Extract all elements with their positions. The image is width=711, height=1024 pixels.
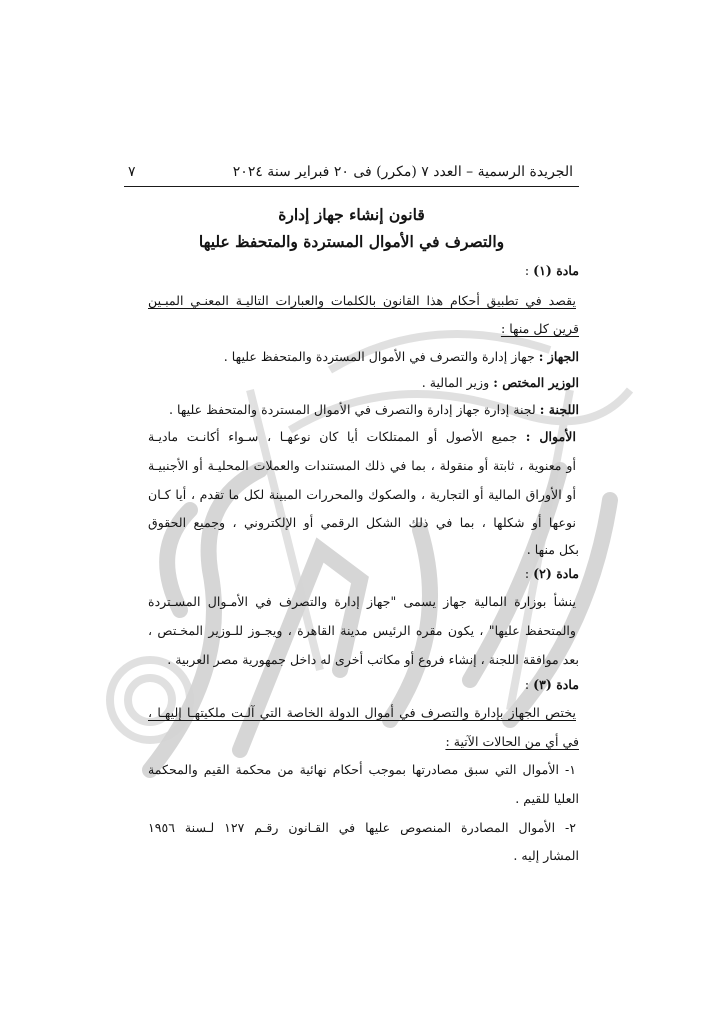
definition-minister-term: الوزير المختص : [493,375,579,390]
article-3-label: مادة (٣) [533,677,579,692]
page-number: ٧ [128,164,136,180]
article-2-heading [525,563,579,585]
article-1-intro-line-2: قرين كل منها : [500,321,579,336]
definition-minister [422,372,579,394]
article-2-line-2: والمتحفظ عليها" ، يكون مقره الرئيس مدينة القاهرة ، ويجـوز للـوزير المخـتص ، [148,623,576,638]
header-divider [124,186,579,187]
definition-funds-term: الأموال : [525,429,576,444]
article-1-intro-line-1: يقصد في تطبيق أحكام هذا القانون بالكلمات والعبارات التاليـة المعنـي المبـين [148,293,576,308]
gazette-header [128,160,573,184]
article-2-colon: : [524,566,534,581]
law-title-line-2: والتصرف في الأموال المستردة والمتحفظ عليها [198,232,505,251]
definition-committee-text: لجنة إدارة جهاز إدارة والتصرف في الأموال المستردة والمتحفظ عليها . [169,402,540,417]
article-2-line-3: بعد موافقة اللجنة ، إنشاء فروع أو مكاتب أخرى له داخل جمهورية مصر العربية . [167,652,579,667]
definition-committee [169,399,579,421]
definition-funds-line-2: أو معنوية ، ثابتة أو منقولة ، بما في ذلك المستندات والعملات المحليـة أو الأجنبيـة [148,458,576,473]
definition-funds-line-1 [148,426,576,448]
definition-device [224,346,579,368]
article-3-item-2-line-1: ٢- الأموال المصادرة المنصوص عليها في القـانون رقـم ١٢٧ لـسنة ١٩٥٦ [148,820,576,835]
definition-funds-line-3: أو الأوراق المالية أو التجارية ، والصكوك والمحررات المبينة لكل ما تقدم ، أيا كـان [148,487,576,502]
article-3-item-1-line-2: العليا للقيم . [515,791,579,806]
definition-minister-text: وزير المالية . [421,375,494,390]
definition-funds-line-4: نوعها أو شكلها ، بما في ذلك الشكل الرقمي أو الإلكتروني ، وجميع الحقوق [148,515,576,530]
definition-device-term: الجهاز : [538,349,579,364]
article-2-label: مادة (٢) [533,566,579,581]
article-3-line-1: يختص الجهاز بإدارة والتصرف في أموال الدولة الخاصة التي آلـت ملكيتهـا إليهـا ، [148,705,576,720]
definition-device-text: جهاز إدارة والتصرف في الأموال المستردة والمتحفظ عليها . [223,349,539,364]
article-1-heading [525,260,579,282]
article-3-item-1-line-1: ١- الأموال التي سبق مصادرتها بموجب أحكام نهائية من محكمة القيم والمحكمة [148,762,576,777]
article-3-line-2: في أي من الحالات الآتية : [445,734,579,749]
definition-funds-text-1: جميع الأصول أو الممتلكات أيا كان نوعهـا ، سـواء أكانـت ماديـة [148,429,526,444]
article-3-colon: : [524,677,534,692]
definition-committee-term: اللجنة : [539,402,579,417]
gazette-header-title: الجريدة الرسمية – العدد ٧ (مكرر) فى ٢٠ فبراير سنة ٢٠٢٤ [232,164,573,180]
article-1-label: مادة (١) [533,263,579,278]
article-2-line-1: ينشأ بوزارة المالية جهاز يسمى "جهاز إدارة والتصرف في الأمـوال المسـتردة [148,594,576,609]
article-1-colon: : [524,263,534,278]
article-3-item-2-line-2: المشار إليه . [513,848,579,863]
law-title-line-1: قانون إنشاء جهاز إدارة [278,205,425,224]
definition-funds-line-5: بكل منها . [526,542,579,557]
article-3-heading [525,674,579,696]
